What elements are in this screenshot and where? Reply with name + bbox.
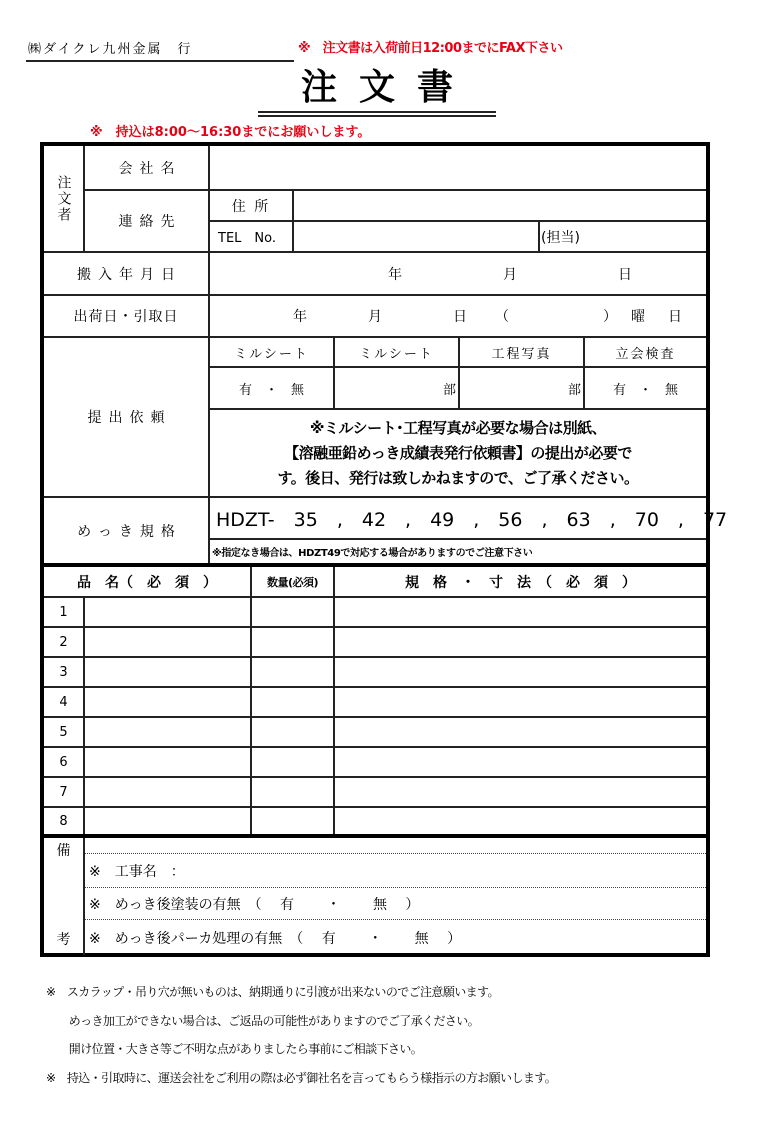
item-name-field[interactable]	[85, 748, 250, 776]
page-title: 注文書	[300, 67, 475, 108]
item-name-field[interactable]	[85, 688, 250, 716]
item-name-field[interactable]	[85, 628, 250, 656]
submission-request-label: 提出依頼	[87, 410, 172, 426]
plating-spec-label: めっき規格	[77, 523, 182, 540]
weekday-unit: 曜	[631, 309, 645, 325]
item-row-number: 7	[59, 784, 68, 800]
item-name-field[interactable]	[85, 718, 250, 746]
shipping-date-label: 出荷日・引取日	[73, 309, 179, 325]
item-spec-field[interactable]	[335, 628, 706, 656]
company-label: 会社名	[118, 160, 182, 177]
item-row-number: 6	[59, 754, 68, 770]
item-spec-field[interactable]	[335, 718, 706, 746]
shipping-date-field[interactable]	[210, 296, 706, 336]
item-quantity-field[interactable]	[252, 628, 333, 656]
item-spec-field[interactable]	[335, 808, 706, 834]
day-unit: 日	[618, 266, 632, 283]
title-underline	[258, 111, 496, 113]
year-unit: 年	[388, 266, 402, 283]
title-underline-2	[258, 115, 496, 117]
project-name-field[interactable]: ※ 工事名 ：	[89, 864, 185, 880]
close-paren: ）	[603, 309, 617, 325]
delivery-date-label: 搬入年月日	[77, 266, 182, 283]
address-field[interactable]	[294, 191, 706, 220]
item-spec-field[interactable]	[335, 598, 706, 626]
fax-notice: ※ 注文書は入荷前日12:00までにFAX下さい	[298, 41, 563, 56]
footer-note: ※ スカラップ・吊り穴が無いものは、納期通りに引渡が出来ないのでご注意願います。	[46, 985, 499, 999]
footer-note: めっき加工ができない場合は、ご返品の可能性がありますのでご了承ください。	[46, 1014, 480, 1028]
process-photo-copies-field[interactable]: 部	[567, 382, 581, 398]
quantity-header: 数量(必須)	[266, 575, 319, 589]
item-quantity-field[interactable]	[252, 778, 333, 806]
addressee: ㈱ダイクレ九州金属 行	[28, 42, 193, 57]
item-row-number: 1	[59, 604, 68, 620]
remarks-label-top: 備	[56, 843, 71, 859]
month-unit: 月	[503, 266, 517, 283]
plating-spec-options[interactable]: HDZT- 35 , 42 , 49 , 56 , 63 , 70 , 77	[216, 508, 728, 531]
item-row-number: 5	[59, 724, 68, 740]
item-row-number: 4	[59, 694, 68, 710]
remarks-blank-line[interactable]	[85, 838, 706, 853]
item-quantity-field[interactable]	[252, 598, 333, 626]
footer-note: ※ 持込・引取時に、運送会社をご利用の際は必ず御社名を言ってもらう様指示の方お願いします。	[46, 1071, 557, 1085]
item-row-number: 3	[59, 664, 68, 680]
address-label: 住 所	[231, 198, 271, 215]
mill-sheet-copies-field[interactable]: 部	[442, 382, 456, 398]
person-in-charge-label: (担当)	[541, 229, 580, 246]
notice-line: 【溶融亜鉛めっき成績表発行依頼書】の提出が必要で	[284, 443, 632, 462]
item-row-number: 2	[59, 634, 68, 650]
item-spec-field[interactable]	[335, 748, 706, 776]
item-spec-field[interactable]	[335, 688, 706, 716]
item-row-number: 8	[59, 813, 68, 829]
item-name-field[interactable]	[85, 778, 250, 806]
mill-sheet-yes-no[interactable]: 有 ・ 無	[238, 382, 304, 398]
day-suffix: 日	[668, 309, 682, 325]
witness-inspection-yes-no[interactable]: 有 ・ 無	[612, 382, 678, 398]
item-spec-field[interactable]	[335, 658, 706, 686]
item-name-field[interactable]	[85, 808, 250, 834]
month-unit: 月	[368, 309, 382, 325]
plating-spec-note: ※指定なき場合は、HDZT49で対応する場合がありますのでご注意下さい	[212, 548, 533, 559]
tel-field[interactable]	[294, 222, 538, 251]
item-quantity-field[interactable]	[252, 688, 333, 716]
year-unit: 年	[293, 309, 307, 325]
item-spec-field[interactable]	[335, 778, 706, 806]
notice-line: す。後日、発行は致しかねますので、ご了承ください。	[277, 468, 639, 487]
process-photo-header: 工程写真	[491, 346, 552, 362]
delivery-date-field[interactable]	[210, 253, 706, 294]
orderer-section-label: 注文者	[55, 174, 72, 223]
order-form	[40, 142, 728, 957]
item-quantity-field[interactable]	[252, 658, 333, 686]
witness-inspection-header: 立会検査	[615, 346, 676, 362]
post-plating-paint-field[interactable]: ※ めっき後塗装の有無 （ 有 ・ 無 ）	[89, 897, 420, 913]
spec-size-header: 規 格 ・ 寸 法 （ 必 須 ）	[405, 574, 636, 591]
tel-label: TEL No.	[218, 231, 276, 246]
item-quantity-field[interactable]	[252, 808, 333, 834]
open-paren: （	[495, 309, 509, 325]
notice-line: ※ミルシート･工程写真が必要な場合は別紙、	[309, 418, 607, 437]
mill-sheet-notice	[210, 410, 706, 496]
mill-sheet-copies-header: ミルシート	[359, 346, 434, 362]
contact-label: 連絡先	[118, 214, 182, 230]
company-name-field[interactable]	[210, 146, 706, 189]
footer-note: 開け位置・大きさ等ご不明な点がありましたら事前にご相談下さい。	[46, 1042, 423, 1056]
day-unit: 日	[453, 309, 467, 325]
item-quantity-field[interactable]	[252, 718, 333, 746]
item-quantity-field[interactable]	[252, 748, 333, 776]
item-name-field[interactable]	[85, 658, 250, 686]
item-name-header: 品 名（ 必 須 ）	[77, 574, 217, 591]
addressee-underline	[26, 60, 294, 62]
remarks-label-bottom: 考	[56, 931, 71, 948]
bring-in-notice: ※ 持込は8:00～16:30までにお願いします。	[90, 125, 371, 140]
post-plating-parker-field[interactable]: ※ めっき後パーカ処理の有無 （ 有 ・ 無 ）	[89, 931, 462, 947]
mill-sheet-header: ミルシート	[234, 346, 309, 362]
item-name-field[interactable]	[85, 598, 250, 626]
